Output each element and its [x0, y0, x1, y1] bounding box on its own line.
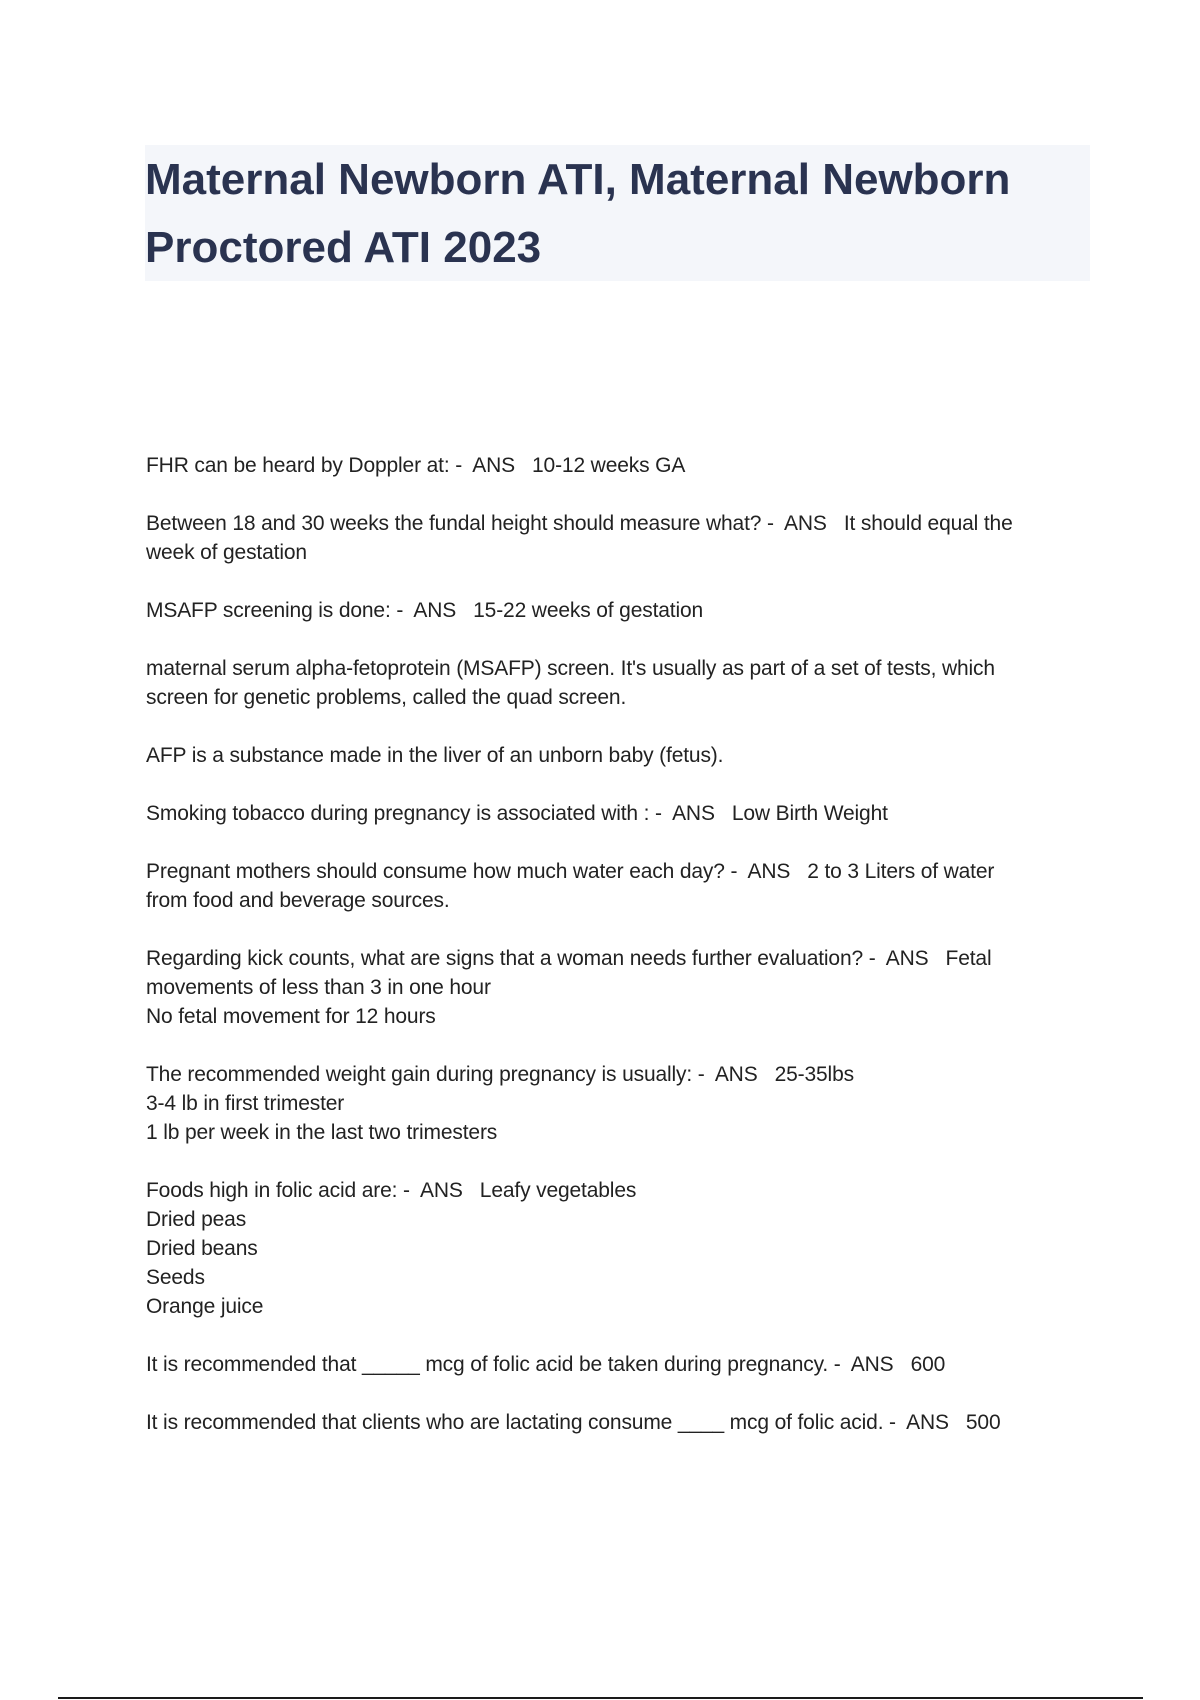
- qa-item: [146, 451, 1091, 480]
- qa-item: [146, 799, 1091, 828]
- qa-line: Regarding kick counts, what are signs that a woman needs further evaluation? - ANS Fetal: [146, 947, 992, 970]
- qa-line: AFP is a substance made in the liver of an unborn baby (fetus).: [146, 744, 724, 767]
- qa-line: Between 18 and 30 weeks the fundal height should measure what? - ANS It should equal the: [146, 512, 1013, 535]
- qa-line: maternal serum alpha-fetoprotein (MSAFP) screen. It's usually as part of a set of tests, which: [146, 657, 995, 680]
- document-title-line-1: Maternal Newborn ATI, Maternal Newborn: [145, 155, 1011, 204]
- qa-item: [146, 1176, 1091, 1321]
- qa-item: [146, 509, 1091, 567]
- qa-line: No fetal movement for 12 hours: [146, 1005, 436, 1028]
- qa-line: Smoking tobacco during pregnancy is associated with : - ANS Low Birth Weight: [146, 802, 888, 825]
- qa-line: Orange juice: [146, 1295, 264, 1318]
- document-title-line-2: Proctored ATI 2023: [145, 223, 542, 272]
- qa-line: movements of less than 3 in one hour: [146, 976, 491, 999]
- qa-line: It is recommended that _____ mcg of folic acid be taken during pregnancy. - ANS 600: [146, 1353, 946, 1376]
- title-banner: [145, 145, 1090, 281]
- qa-line: 3-4 lb in first trimester: [146, 1092, 345, 1115]
- qa-line: It is recommended that clients who are lactating consume ____ mcg of folic acid. - ANS 500: [146, 1411, 1001, 1434]
- qa-item: [146, 857, 1091, 915]
- qa-line: Seeds: [146, 1266, 205, 1289]
- qa-item: [146, 654, 1091, 712]
- qa-line: Pregnant mothers should consume how much water each day? - ANS 2 to 3 Liters of water: [146, 860, 995, 883]
- qa-line: MSAFP screening is done: - ANS 15-22 weeks of gestation: [146, 599, 704, 622]
- qa-item: [146, 1350, 1091, 1379]
- qa-list: [146, 451, 1091, 1466]
- qa-line: Foods high in folic acid are: - ANS Leafy vegetables: [146, 1179, 637, 1202]
- qa-line: from food and beverage sources.: [146, 889, 450, 912]
- qa-line: FHR can be heard by Doppler at: - ANS 10-12 weeks GA: [146, 454, 686, 477]
- qa-line: screen for genetic problems, called the quad screen.: [146, 686, 627, 709]
- qa-line: Dried peas: [146, 1208, 247, 1231]
- footer-divider: [58, 1697, 1143, 1699]
- document-title: [145, 146, 1090, 282]
- qa-item: [146, 741, 1091, 770]
- qa-item: [146, 944, 1091, 1031]
- qa-item: [146, 596, 1091, 625]
- qa-line: 1 lb per week in the last two trimesters: [146, 1121, 498, 1144]
- qa-item: [146, 1408, 1091, 1437]
- qa-item: [146, 1060, 1091, 1147]
- qa-line: Dried beans: [146, 1237, 258, 1260]
- qa-line: week of gestation: [146, 541, 307, 564]
- qa-line: The recommended weight gain during pregnancy is usually: - ANS 25-35lbs: [146, 1063, 854, 1086]
